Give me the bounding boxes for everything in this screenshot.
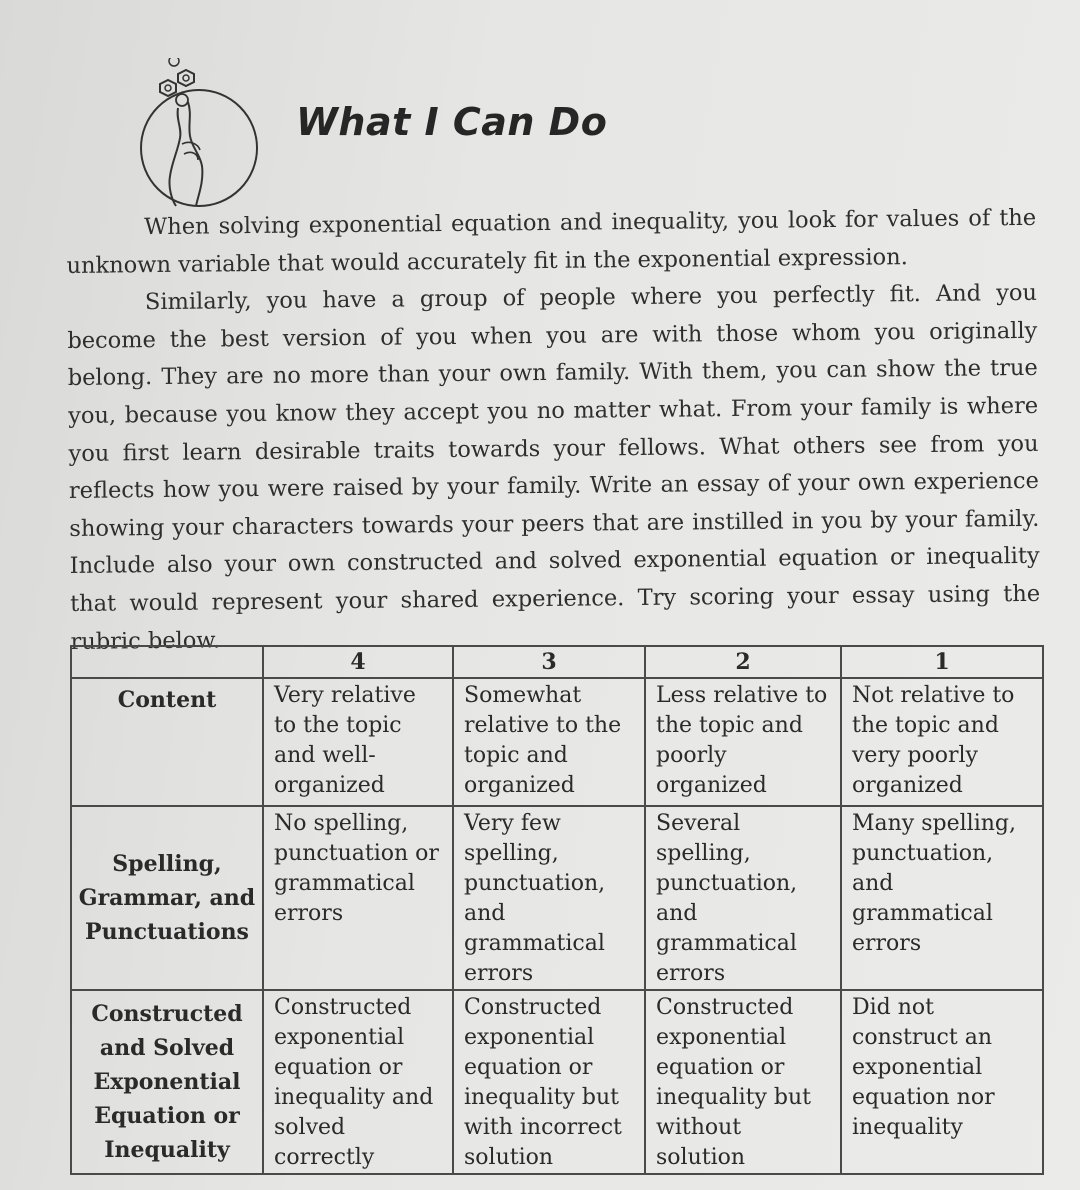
rubric-cell: No spelling, punctuation or grammatical errors [263, 806, 453, 990]
rubric-cell: Somewhat relative to the topic and organized [453, 678, 645, 806]
rubric-header-score-3: 3 [453, 646, 645, 678]
rubric-cell: Constructed exponential equation or inequality but with incorrect solution [453, 990, 645, 1174]
rubric-header-score-1: 1 [841, 646, 1043, 678]
rubric-header-blank [71, 646, 263, 678]
rubric-row-exponential-equation [71, 990, 1043, 1174]
paragraph-1: When solving exponential equation and inequality, you look for values of the unknown variable that would accurately fit in the exponential expression. [66, 204, 1037, 279]
rubric-criterion: Content [71, 678, 263, 806]
rubric-cell: Not relative to the topic and very poorly organized [841, 678, 1043, 806]
rubric-row-spelling-grammar [71, 806, 1043, 990]
rubric-cell: Several spelling, punctuation, and grammatical errors [645, 806, 841, 990]
rubric-cell: Constructed exponential equation or inequality and solved correctly [263, 990, 453, 1174]
rubric-row-content [71, 678, 1043, 806]
rubric-cell: Very few spelling, punctuation, and grammatical errors [453, 806, 645, 990]
instructions-text [66, 200, 1041, 661]
rubric-header-score-2: 2 [645, 646, 841, 678]
rubric-cell: Constructed exponential equation or inequality but without solution [645, 990, 841, 1174]
rubric-cell: Did not construct an exponential equation nor inequality [841, 990, 1043, 1174]
rubric-cell: Many spelling, punctuation, and grammatical errors [841, 806, 1043, 990]
hand-holding-gears-icon [138, 58, 260, 210]
scoring-rubric-table [70, 645, 1044, 1175]
rubric-cell: Very relative to the topic and well-organized [263, 678, 453, 806]
rubric-criterion: Spelling, Grammar, and Punctuations [71, 806, 263, 990]
rubric-header-score-4: 4 [263, 646, 453, 678]
section-title: What I Can Do [296, 100, 608, 144]
rubric-header-row [71, 646, 1043, 678]
rubric-criterion: Constructed and Solved Exponential Equation or Inequality [71, 990, 263, 1174]
paragraph-2: Similarly, you have a group of people where you perfectly fit. And you become the best version of you when you are with those whom you originally belong. They are no more than your own family. With them, you can show the true you, because you know they accept you no matter what. From your family is where you first learn desirable traits towards your fellows. What others see from you reflects how you were raised by your family. Write an essay of your own experience showing your characters towards your peers that are instilled in you by your family. Include also your own constructed and solved exponential equation or inequality that would represent your shared experience. Try scoring your essay using the rubric below. [67, 280, 1041, 655]
rubric-cell: Less relative to the topic and poorly organized [645, 678, 841, 806]
